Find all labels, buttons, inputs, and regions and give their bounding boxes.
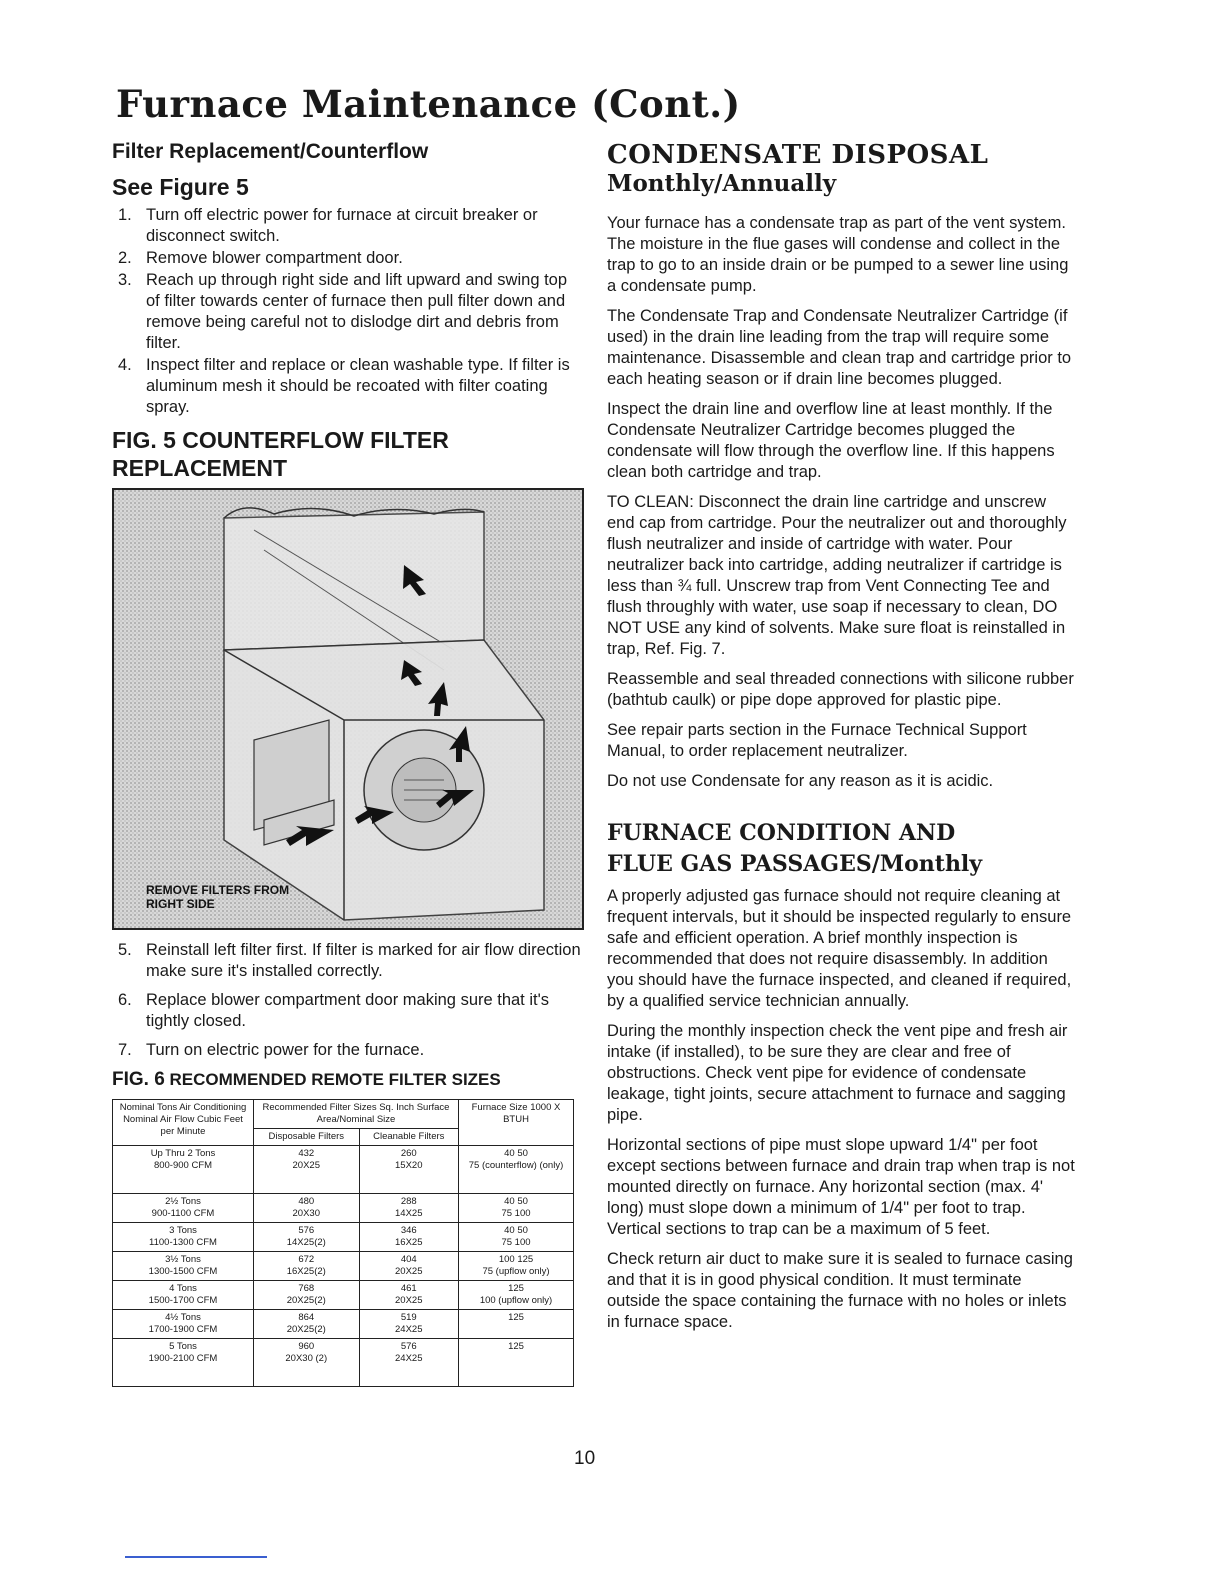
condensate-paragraph: Do not use Condensate for any reason as it is acidic.: [607, 772, 994, 790]
cell-disp-area: 864: [298, 1312, 315, 1323]
list-item: [112, 355, 582, 418]
cell-furnace-1: 40 50: [504, 1196, 528, 1207]
cell-furnace-2: 75 (upflow only): [482, 1266, 550, 1277]
table-row: [113, 1339, 574, 1387]
furnace-drawing: [114, 490, 582, 928]
left-column: [112, 140, 582, 1387]
filter-sizes-table: [112, 1099, 574, 1387]
page-title: Furnace Maintenance (Cont.): [116, 82, 741, 126]
cell-disp-size: 16X25(2): [286, 1266, 326, 1277]
cell-furnace-1: 125: [508, 1341, 524, 1352]
cell-disp-area: 960: [298, 1341, 315, 1352]
cell-furnace-1: 100 125: [498, 1254, 534, 1265]
furnace-paragraph: Check return air duct to make sure it is sealed to furnace casing and that it is in good physical condition. It must terminate outside the space containing the furnace with no holes or inlets in furnace space.: [607, 1250, 1073, 1331]
cell-disp-size: 20X30 (2): [285, 1353, 328, 1364]
cell-clean-size: 20X25: [395, 1295, 423, 1306]
table-row: [113, 1310, 574, 1339]
cell-furnace-2: 100 (upflow only): [479, 1295, 553, 1306]
cell-cfm: 900-1100 CFM: [151, 1208, 215, 1219]
cell-cfm: 1500-1700 CFM: [148, 1295, 218, 1306]
cell-disp-area: 576: [298, 1225, 315, 1236]
fig5-label-line1: REMOVE FILTERS FROM: [146, 883, 290, 897]
furnace-paragraph: A properly adjusted gas furnace should not require cleaning at frequent intervals, but it should be inspected regularly to ensure safe and efficient operation. A brief monthly inspection is recommended that does not require disassembly. In addition you should have the furnace inspected, and cleaned if required, by a qualified service technician annually.: [607, 887, 1072, 1010]
cell-clean-area: 346: [400, 1225, 417, 1236]
step-text: Reach up through right side and lift upward and swing top of filter towards center of furnace then pull filter down and remove being careful not to dislodge dirt and debris from filter.: [146, 271, 568, 352]
fig5-caption: FIG. 5 COUNTERFLOW FILTER REPLACEMENT: [112, 427, 449, 481]
furnace-paragraph: During the monthly inspection check the vent pipe and fresh air intake (if installed), to be sure they are clear and free of obstructions. Check vent pipe for evidence of condensate leakage, tight joints, secure attachment to furnace and sagging pipe.: [607, 1022, 1068, 1124]
cell-disp-size: 20X30: [292, 1208, 320, 1219]
step-number: 3.: [118, 271, 132, 289]
condensate-paragraph: Reassemble and seal threaded connections with silicone rubber (bathtub caulk) or pipe dope approved for plastic pipe.: [607, 670, 1074, 709]
table-row: [113, 1146, 574, 1194]
cell-furnace-2: 75 (counterflow) (only): [468, 1160, 564, 1171]
filter-steps-list-continued: [112, 940, 582, 1061]
cell-tons: 2½ Tons: [165, 1196, 201, 1207]
col-header-disposable: Disposable Filters: [254, 1129, 360, 1146]
filter-replacement-heading: Filter Replacement/Counterflow: [112, 140, 429, 163]
list-item: [112, 205, 582, 247]
fig6-caption: [112, 1069, 582, 1091]
cell-disp-area: 480: [298, 1196, 315, 1207]
cell-furnace-1: 40 50: [504, 1225, 528, 1236]
furnace-condition-heading: [607, 818, 1077, 880]
cell-clean-area: 404: [400, 1254, 417, 1265]
filter-steps-list: [112, 205, 582, 418]
cell-disp-area: 672: [298, 1254, 315, 1265]
cell-cfm: 800-900 CFM: [153, 1160, 213, 1171]
cell-clean-size: 14X25: [395, 1208, 423, 1219]
step-number: 1.: [118, 206, 132, 224]
col-header-tons: Nominal Tons Air Conditioning Nominal Air Flow Cubic Feet per Minute: [113, 1100, 254, 1146]
condensate-paragraph: Inspect the drain line and overflow line at least monthly. If the Condensate Neutralizer Cartridge becomes plugged the condensate will flow through the overflow line. If this happens clean both cartridge and trap.: [607, 400, 1055, 481]
condensate-paragraph: The Condensate Trap and Condensate Neutralizer Cartridge (if used) in the drain line leading from the trap will require some maintenance. Disassemble and clean trap and cartridge prior to each heating season or if drain line becomes plugged.: [607, 307, 1072, 388]
step-text: Replace blower compartment door making sure that it's tightly closed.: [146, 991, 550, 1030]
furnace-heading-line2: FLUE GAS PASSAGES/Monthly: [607, 851, 983, 877]
cell-clean-area: 461: [400, 1283, 417, 1294]
cell-tons: 4½ Tons: [165, 1312, 201, 1323]
page-number: 10: [574, 1448, 596, 1469]
table-row: [113, 1223, 574, 1252]
cell-cfm: 1300-1500 CFM: [148, 1266, 218, 1277]
cell-disp-size: 20X25(2): [286, 1295, 326, 1306]
cell-furnace-2: 75 100: [501, 1237, 531, 1248]
cell-clean-size: 24X25: [395, 1353, 423, 1364]
cell-tons: Up Thru 2 Tons: [150, 1148, 216, 1159]
step-number: 7.: [118, 1041, 132, 1059]
right-column: [607, 140, 1077, 1342]
step-text: Turn off electric power for furnace at circuit breaker or disconnect switch.: [146, 206, 538, 245]
cell-tons: 3 Tons: [169, 1225, 197, 1236]
list-item: [112, 1040, 582, 1061]
table-row: [113, 1281, 574, 1310]
col-header-furnace-size: Furnace Size 1000 X BTUH: [459, 1100, 574, 1146]
condensate-heading: CONDENSATE DISPOSAL: [607, 140, 989, 170]
cell-clean-size: 20X25: [395, 1266, 423, 1277]
cell-disp-area: 768: [298, 1283, 315, 1294]
step-number: 5.: [118, 941, 132, 959]
cell-disp-size: 20X25: [292, 1160, 320, 1171]
step-text: Inspect filter and replace or clean washable type. If filter is aluminum mesh it should be recoated with filter coating spray.: [146, 356, 570, 416]
cell-cfm: 1900-2100 CFM: [148, 1353, 218, 1364]
condensate-paragraph: See repair parts section in the Furnace Technical Support Manual, to order replacement neutralizer.: [607, 721, 1027, 760]
step-text: Turn on electric power for the furnace.: [146, 1041, 425, 1059]
table-row: [113, 1252, 574, 1281]
cell-disp-area: 432: [298, 1148, 315, 1159]
fig5-label-line2: RIGHT SIDE: [146, 897, 215, 911]
cell-cfm: 1100-1300 CFM: [149, 1237, 217, 1248]
col-header-cleanable: Cleanable Filters: [359, 1129, 458, 1146]
cell-disp-size: 20X25(2): [286, 1324, 326, 1335]
see-figure-heading: See Figure 5: [112, 174, 249, 200]
cell-cfm: 1700-1900 CFM: [148, 1324, 218, 1335]
step-text: Remove blower compartment door.: [146, 249, 403, 267]
list-item: [112, 248, 582, 269]
cell-furnace-1: 40 50: [504, 1148, 528, 1159]
col-header-group: Recommended Filter Sizes Sq. Inch Surface Area/Nominal Size: [254, 1100, 459, 1129]
cell-furnace-1: 125: [508, 1283, 524, 1294]
step-number: 2.: [118, 249, 132, 267]
footer-divider: [125, 1556, 267, 1558]
cell-furnace-1: 125: [508, 1312, 524, 1323]
cell-clean-size: 24X25: [395, 1324, 423, 1335]
cell-tons: 3½ Tons: [165, 1254, 201, 1265]
fig5-illustration: [112, 488, 584, 930]
furnace-heading-line1: FURNACE CONDITION AND: [607, 820, 956, 846]
cell-tons: 5 Tons: [169, 1341, 197, 1352]
cell-tons: 4 Tons: [169, 1283, 197, 1294]
cell-clean-area: 519: [400, 1312, 417, 1323]
cell-clean-area: 260: [400, 1148, 417, 1159]
fig6-number: FIG. 6: [112, 1069, 165, 1090]
condensate-subheading: Monthly/Annually: [607, 170, 837, 197]
cell-disp-size: 14X25(2): [286, 1237, 326, 1248]
condensate-paragraph: TO CLEAN: Disconnect the drain line cartridge and unscrew end cap from cartridge. Pour the neutralizer out and thoroughly flush neutralizer and inside of cartridge with water. Pour neutralizer back into cartridge, adding neutralizer if cartridge is less than ¾ full. Unscrew trap from Vent Connecting Tee and flush throughly with water, use soap if necessary to clean, DO NOT USE any kind of solvents. Make sure float is reinstalled in trap, Ref. Fig. 7.: [607, 493, 1067, 658]
list-item: [112, 270, 582, 354]
list-item: [112, 940, 582, 982]
fig6-title: RECOMMENDED REMOTE FILTER SIZES: [169, 1070, 501, 1089]
condensate-paragraph: Your furnace has a condensate trap as part of the vent system. The moisture in the flue gases will condense and collect in the trap to go to an inside drain or be pumped to a sewer line using a condensate pump.: [607, 214, 1069, 295]
cell-clean-area: 576: [400, 1341, 417, 1352]
cell-clean-area: 288: [400, 1196, 417, 1207]
step-number: 6.: [118, 991, 132, 1009]
table-row: [113, 1194, 574, 1223]
furnace-paragraph: Horizontal sections of pipe must slope upward 1/4" per foot except sections between furnace and drain trap when trap is not mounted directly on furnace. Any horizontal section (max. 4' long) must slope down a minimum of 1/4" per foot to trap. Vertical sections to trap can be a maximum of 5 feet.: [607, 1136, 1075, 1238]
list-item: [112, 990, 582, 1032]
cell-furnace-2: 75 100: [501, 1208, 531, 1219]
cell-clean-size: 16X25: [395, 1237, 423, 1248]
step-number: 4.: [118, 356, 132, 374]
cell-clean-size: 15X20: [395, 1160, 423, 1171]
step-text: Reinstall left filter first. If filter is marked for air flow direction make sure it's installed correctly.: [146, 941, 581, 980]
